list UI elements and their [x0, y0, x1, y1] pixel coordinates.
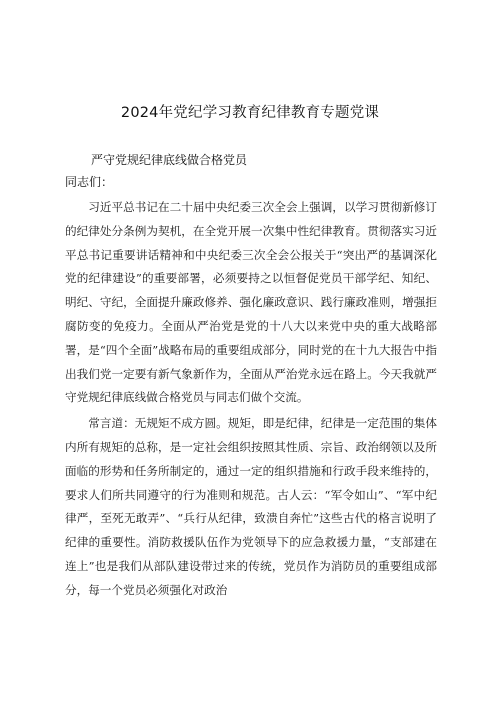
document-subtitle: 严守党规纪律底线做合格党员 [91, 153, 248, 167]
salutation: 同志们： [65, 175, 114, 189]
body-text [65, 196, 437, 605]
paragraph-1: 习近平总书记在二十届中央纪委三次全会上强调，以学习贯彻新修订的纪律处分条例为契机，在全党开展一次集中性纪律教育。贯彻落实习近平总书记重要讲话精神和中央纪委三次全会公报关于“突出严的基调深化党的纪律建设”的重要部署，必须要持之以恒督促党员干部学纪、知纪、明纪、守纪，全面提升廉政修养、强化廉政意识、践行廉政准则，增强拒腐防变的免疫力。全面从严治党是党的十八大以来党中央的重大战略部署，是“四个全面”战略布局的重要组成部分，同时党的在十九大报告中指出我们党一定要有新气象新作为，全面从严治党永远在路上。今天我就严守党规纪律底线做合格党员与同志们做个交流。 [65, 200, 437, 405]
paragraph-2: 常言道：无规矩不成方圆。规矩，即是纪律，纪律是一定范围的集体内所有规矩的总称，是一定社会组织按照其性质、宗旨、政治纲领以及所面临的形势和任务所制定的，通过一定的组织措施和行政手段来维持的，要求人们所共同遵守的行为准则和规范。古人云：“军令如山”、“军中纪律严，至死无敢弄”、“兵行从纪律，致溃自奔忙”这些古代的格言说明了纪律的重要性。消防救援队伍作为党领导下的应急救援力量，“支部建在连上”也是我们从部队建设带过来的传统，党员作为消防员的重要组成部分，每一个党员必须强化对政治 [65, 416, 437, 597]
document-title: 2024年党纪学习教育纪律教育专题党课 [120, 105, 380, 121]
